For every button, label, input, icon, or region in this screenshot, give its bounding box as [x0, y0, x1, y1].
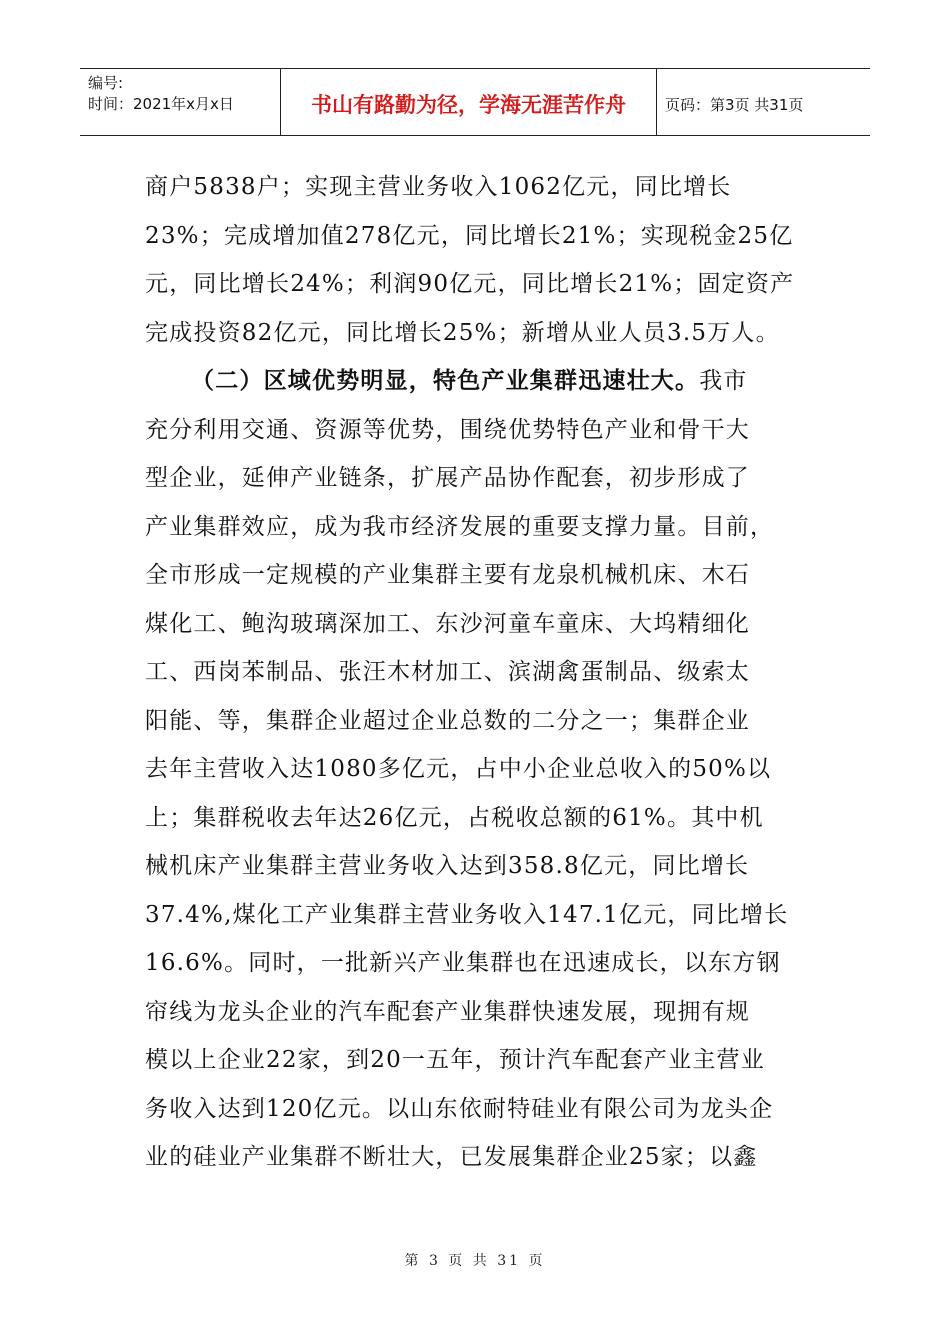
text-line: 16.6%。同时，一批新兴产业集群也在迅速成长，以东方钢: [145, 950, 781, 976]
section-heading: （二）区域优势明显，特色产业集群迅速壮大。: [191, 367, 700, 394]
text-line: 工、西岗苯制品、张汪木材加工、滨湖禽蛋制品、级索太: [145, 659, 750, 685]
document-number-label: 编号:: [88, 74, 124, 92]
text-line: [145, 357, 810, 406]
page-header: [80, 68, 870, 136]
text-line: 模以上企业22家，到20一五年，预计汽车配套产业主营业: [145, 1047, 765, 1073]
text-line: 帘线为龙头企业的汽车配套产业集群快速发展，现拥有规: [145, 998, 750, 1025]
text-line: 充分利用交通、资源等优势，围绕优势特色产业和骨干大: [145, 416, 750, 443]
header-motto: 书山有路勤为径，学海无涯苦作舟: [281, 69, 657, 135]
document-body: [145, 163, 810, 1182]
text-line: 务收入达到120亿元。以山东依耐特硅业有限公司为龙头企: [145, 1095, 774, 1122]
text-line: 型企业，延伸产业链条，扩展产品协作配套，初步形成了: [145, 465, 750, 491]
heading-line-rest: 我市: [699, 368, 748, 394]
text-line: 业的硅业产业集群不断壮大，已发展集群企业25家；以鑫: [145, 1144, 758, 1170]
text-line: 23%；完成增加值278亿元，同比增长21%；实现税金25亿: [145, 222, 794, 249]
text-line: 全市形成一定规模的产业集群主要有龙泉机械机床、木石: [145, 562, 750, 588]
text-line: 煤化工、鲍沟玻璃深加工、东沙河童车童床、大坞精细化: [145, 610, 750, 637]
text-line: 去年主营收入达1080多亿元，占中小企业总收入的50%以: [145, 756, 772, 782]
text-line: 上；集群税收去年达26亿元，占税收总额的61%。其中机: [145, 804, 764, 831]
text-line: 37.4%,煤化工产业集群主营业务收入147.1亿元，同比增长: [145, 901, 789, 928]
header-meta: [80, 69, 281, 135]
header-page-info: 页码：第3页 共31页: [665, 95, 804, 114]
paragraph-2: [145, 357, 810, 1182]
page-footer: 第 3 页 共 31 页: [404, 1253, 546, 1269]
text-line: 阳能、等，集群企业超过企业总数的二分之一；集群企业: [145, 707, 750, 734]
text-line: 元，同比增长24%；利润90亿元，同比增长21%；固定资产: [145, 271, 795, 297]
text-line: 完成投资82亿元，同比增长25%；新增从业人员3.5万人。: [145, 319, 780, 346]
paragraph-1: [145, 163, 810, 357]
text-line: 商户5838户；实现主营业务收入1062亿元，同比增长: [145, 174, 732, 200]
text-line: 械机床产业集群主营业务收入达到358.8亿元，同比增长: [145, 853, 750, 879]
text-line: 产业集群效应，成为我市经济发展的重要支撑力量。目前，: [145, 513, 775, 540]
document-time-label: 时间：2021年x月x日: [88, 95, 234, 113]
